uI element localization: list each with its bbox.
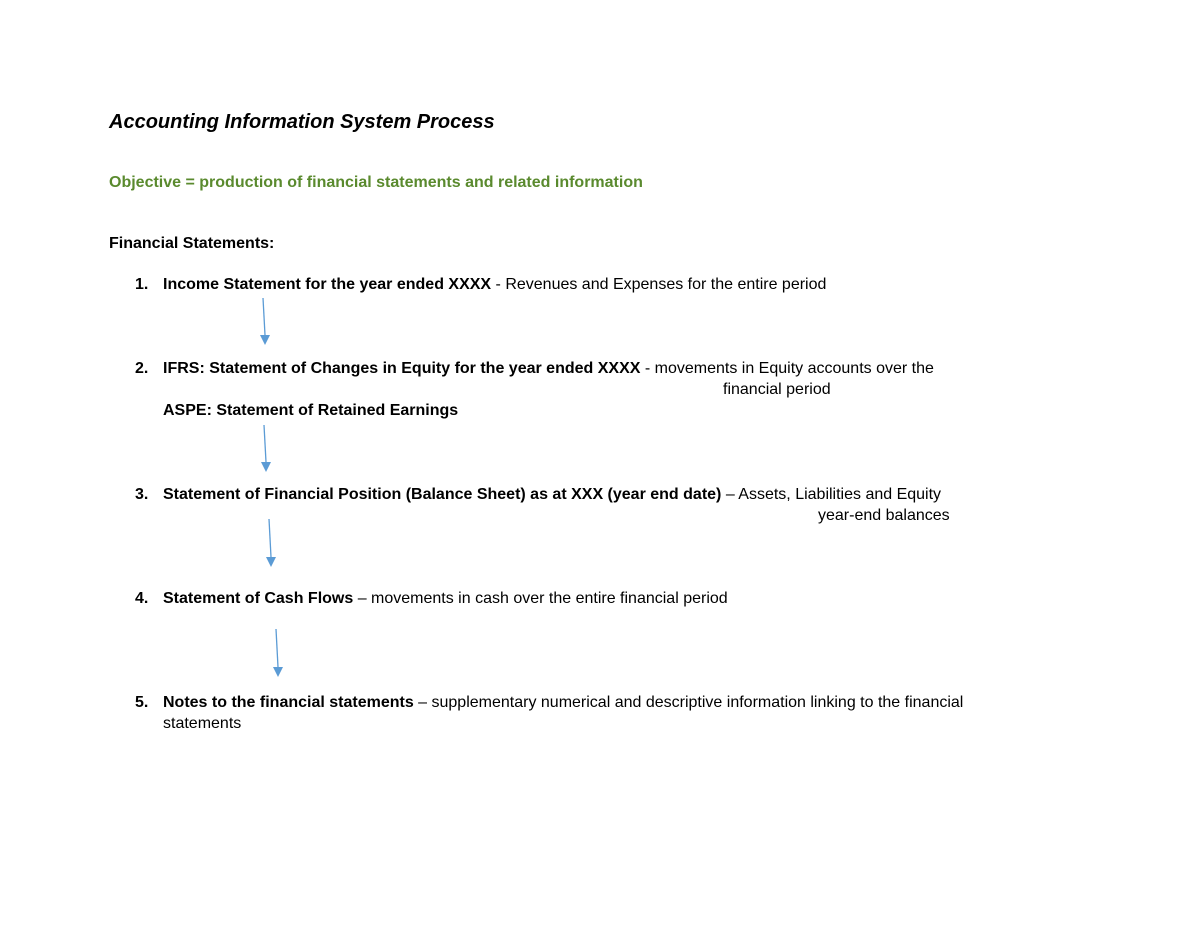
down-arrow-icon — [266, 519, 276, 567]
objective-text: Objective = production of financial statements and related information — [109, 174, 643, 191]
item-title: Notes to the financial statements — [163, 694, 414, 711]
item-description-continued: year-end balances — [818, 507, 950, 524]
item-title: Statement of Cash Flows — [163, 590, 354, 607]
item-description: – movements in cash over the entire financial period — [353, 590, 728, 607]
list-number: 3. — [135, 486, 149, 503]
list-number: 4. — [135, 590, 149, 607]
item-title: IFRS: Statement of Changes in Equity for the year ended XXXX — [163, 360, 641, 377]
item-title: Statement of Financial Position (Balance Sheet) as at XXX (year end date) — [163, 486, 722, 503]
down-arrow-icon — [273, 629, 283, 677]
item-description-continued: financial period — [723, 381, 831, 398]
financial-statements-heading: Financial Statements: — [109, 235, 275, 252]
down-arrow-icon — [260, 298, 270, 345]
document-title: Accounting Information System Process — [109, 111, 495, 133]
list-number: 2. — [135, 360, 149, 377]
item-description: – Assets, Liabilities and Equity — [721, 486, 942, 503]
down-arrow-icon — [261, 425, 271, 472]
item-title-aspe: ASPE: Statement of Retained Earnings — [163, 402, 459, 419]
item-description: - movements in Equity accounts over the — [640, 360, 934, 377]
item-description: – supplementary numerical and descriptive information linking to the financial — [413, 694, 964, 711]
list-number: 1. — [135, 276, 149, 293]
item-title: Income Statement for the year ended XXXX — [163, 276, 492, 293]
item-description-continued: statements — [163, 715, 242, 732]
item-description: - Revenues and Expenses for the entire period — [491, 276, 827, 293]
list-number: 5. — [135, 694, 149, 711]
